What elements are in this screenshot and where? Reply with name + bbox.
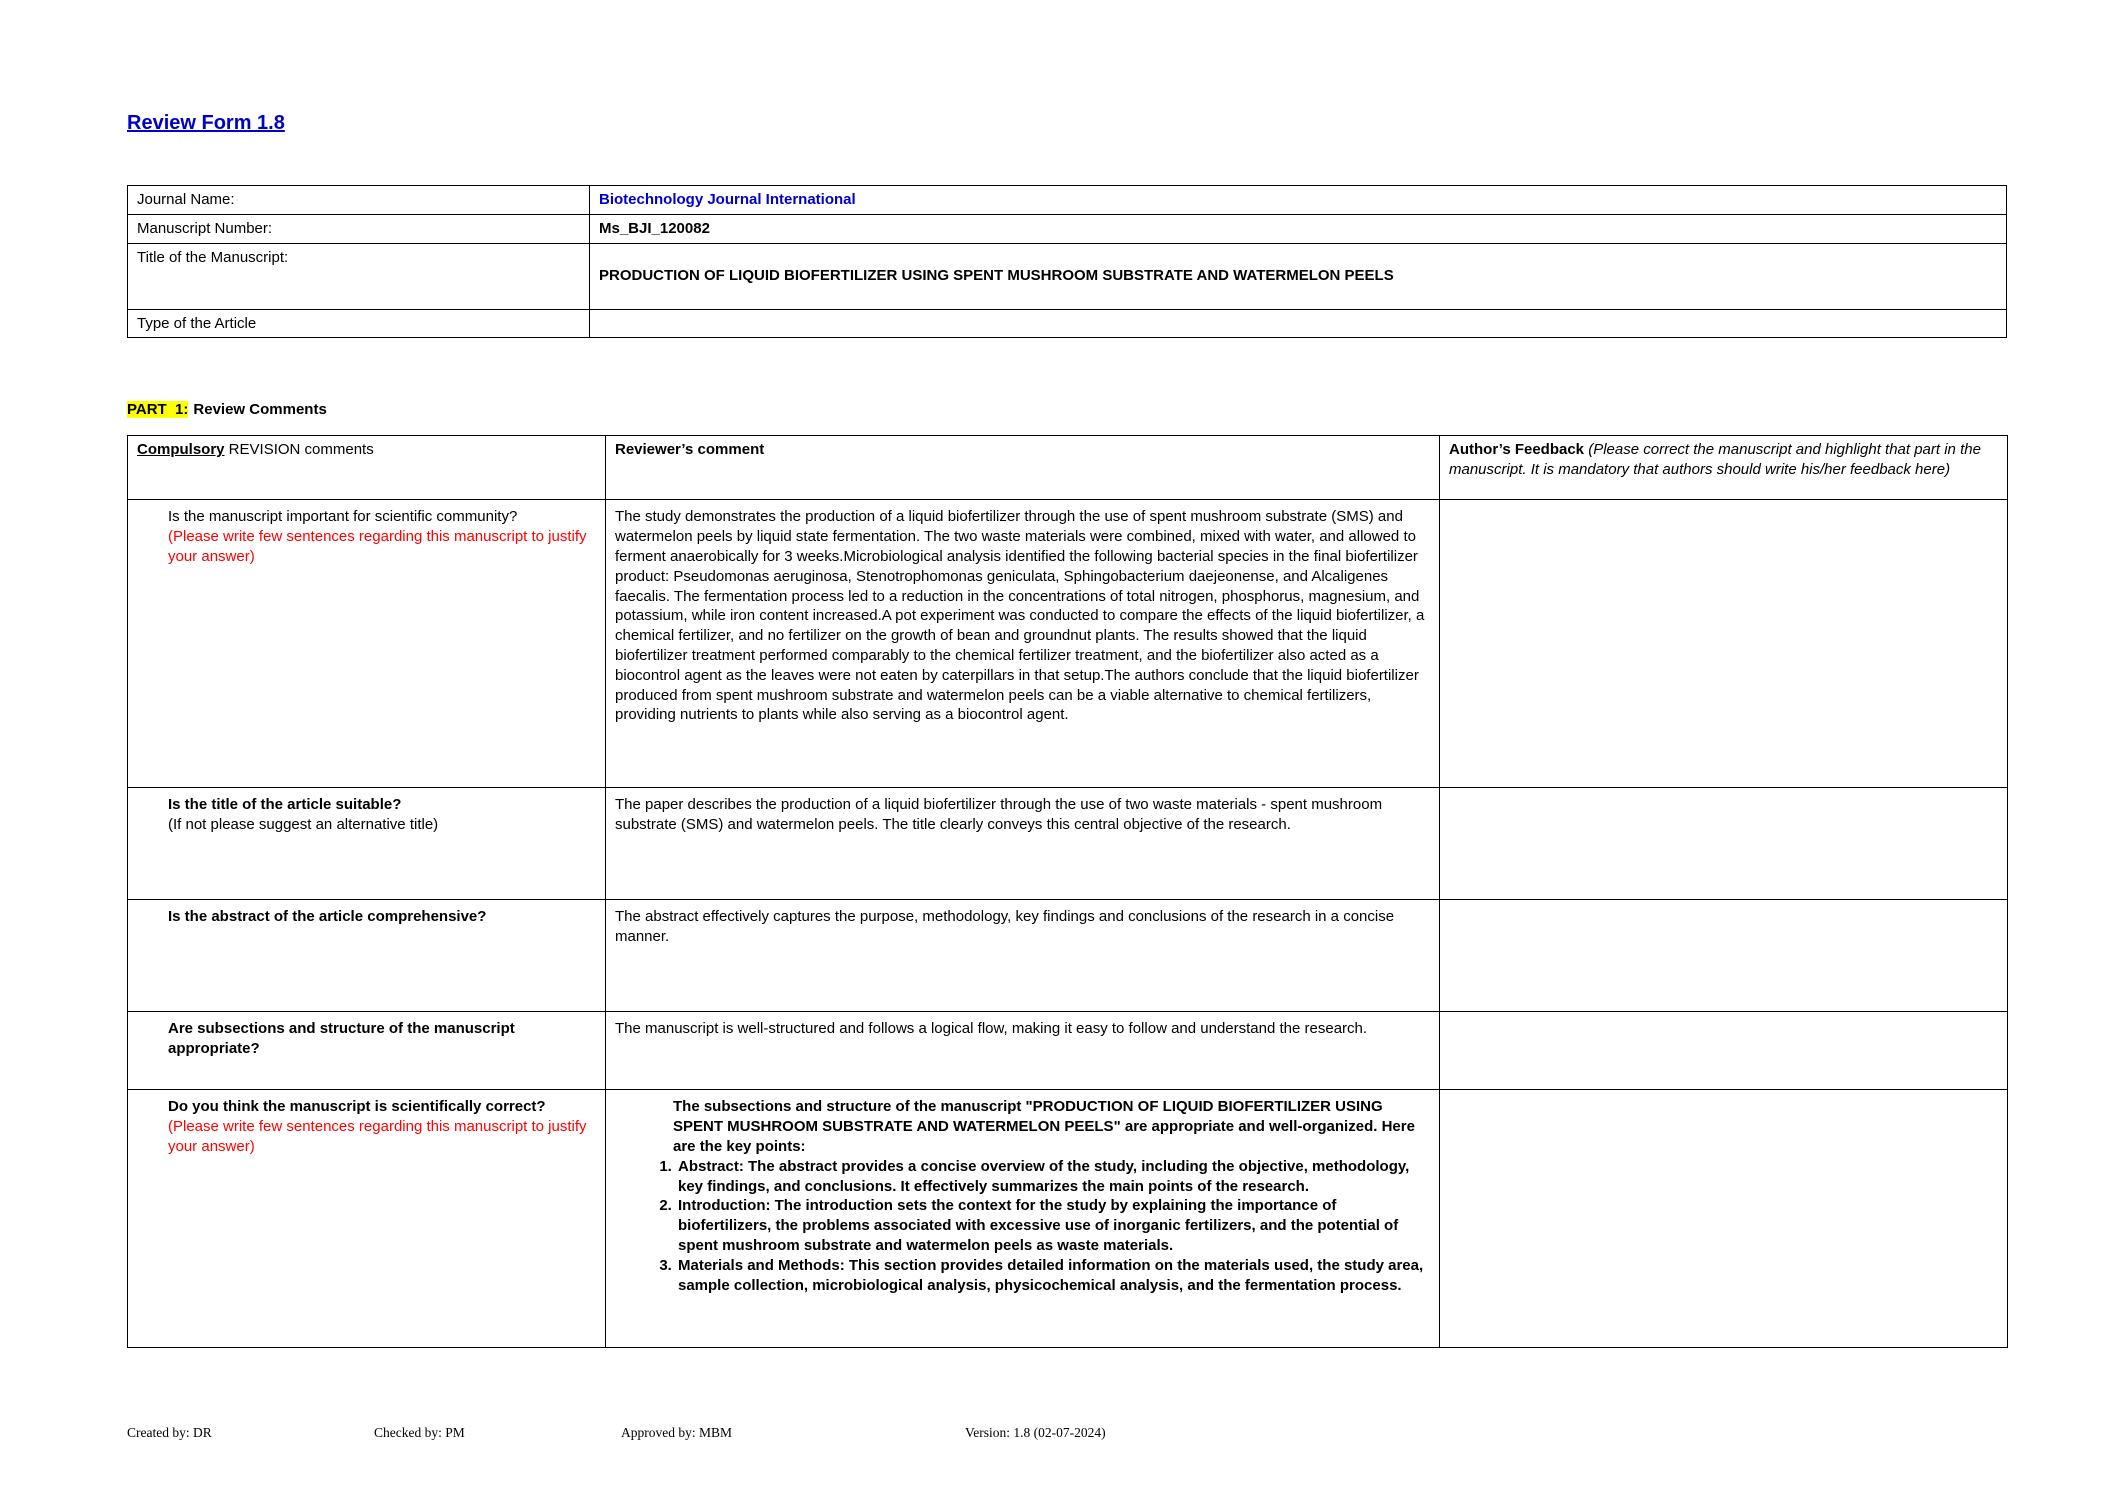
- manuscript-info-table: [127, 185, 2007, 338]
- footer-created-by: Created by: DR: [127, 1425, 212, 1440]
- journal-name-row: [128, 186, 2007, 215]
- compulsory-revision-header: [128, 436, 606, 500]
- author-feedback-cell[interactable]: [1440, 788, 2008, 900]
- author-feedback-cell[interactable]: [1440, 900, 2008, 1012]
- question-cell: [128, 1012, 606, 1090]
- question-text: Are subsections and structure of the manuscript appropriate?: [168, 1020, 515, 1058]
- author-feedback-label: Author’s Feedback: [1449, 441, 1589, 459]
- question-text: Is the abstract of the article comprehensive?: [168, 908, 487, 926]
- author-feedback-instructions: (Please correct the manuscript and highlight that part in the manuscript. It is mandatory that authors should write his/her feedback here): [1449, 441, 1981, 479]
- manuscript-number-value: Ms_BJI_120082: [590, 214, 2007, 243]
- question-cell: [128, 500, 606, 788]
- reviewer-comment-header: Reviewer’s comment: [606, 436, 1440, 500]
- list-item: 2. Introduction: The introduction sets the context for the study by explaining the importance of biofertilizers, the problems associated with excessive use of inorganic fertilizers, and the potential of spent mushroom substrate and watermelon peels as waste materials.: [676, 1196, 1430, 1255]
- question-cell: [128, 900, 606, 1012]
- author-feedback-cell[interactable]: [1440, 1012, 2008, 1090]
- question-note: (Please write few sentences regarding this manuscript to justify your answer): [168, 1118, 587, 1155]
- question-text: Do you think the manuscript is scientifically correct?: [168, 1098, 546, 1116]
- journal-name-value: Biotechnology Journal International: [590, 186, 2007, 215]
- footer-version: Version: 1.8 (02-07-2024): [965, 1425, 1106, 1440]
- part1-title: Review Comments: [193, 401, 327, 419]
- question-note: (If not please suggest an alternative title): [168, 816, 439, 834]
- reviewer-comment-text: The abstract effectively captures the purpose, methodology, key findings and conclusions of the research in a concise manner.: [606, 900, 1440, 1012]
- reviewer-comment-intro: The subsections and structure of the manuscript "PRODUCTION OF LIQUID BIOFERTILIZER USING SPENT MUSHROOM SUBSTRATE AND WATERMELON PEELS" are appropriate and well-organized. Here are the key points:: [673, 1098, 1415, 1155]
- compulsory-label: Compulsory: [137, 441, 225, 459]
- footer-approved-by: Approved by: MBM: [621, 1425, 732, 1440]
- reviewer-comment-text: The paper describes the production of a liquid biofertilizer through the use of two waste materials - spent mushroom substrate (SMS) and watermelon peels. The title clearly conveys this central objective of the research.: [606, 788, 1440, 900]
- author-feedback-cell[interactable]: [1440, 1090, 2008, 1348]
- review-row-abstract: [128, 900, 2008, 1012]
- author-feedback-header: [1440, 436, 2008, 500]
- reviewer-comment-list: [649, 1157, 1430, 1296]
- review-row-scientific-correctness: [128, 1090, 2008, 1348]
- article-type-row: [128, 309, 2007, 338]
- manuscript-title-label: Title of the Manuscript:: [128, 243, 590, 309]
- revision-comments-label: REVISION comments: [224, 441, 374, 459]
- question-text: Is the manuscript important for scientific community?: [168, 508, 518, 526]
- article-type-value: [590, 309, 2007, 338]
- list-item: 3. Materials and Methods: This section provides detailed information on the materials used, the study area, sample collection, microbiological analysis, physicochemical analysis, and the fermentation process.: [676, 1256, 1430, 1296]
- question-cell: [128, 1090, 606, 1348]
- manuscript-title-value: PRODUCTION OF LIQUID BIOFERTILIZER USING SPENT MUSHROOM SUBSTRATE AND WATERMELON PEELS: [590, 243, 2007, 309]
- list-item: 1. Abstract: The abstract provides a concise overview of the study, including the objective, methodology, key findings, and conclusions. It effectively summarizes the main points of the research.: [676, 1157, 1430, 1197]
- reviewer-comment-text: The study demonstrates the production of a liquid biofertilizer through the use of spent mushroom substrate (SMS) and watermelon peels by liquid state fermentation. The two waste materials were combined, mixed with water, and allowed to ferment anaerobically for 3 weeks.Microbiological analysis identified the following bacterial species in the final biofertilizer product: Pseudomonas aeruginosa, Stenotrophomonas geniculata, Sphingobacterium daejeonense, and Alcaligenes faecalis. The fermentation process led to a reduction in the concentrations of total nitrogen, phosphorus, magnesium, and potassium, while iron content increased.A pot experiment was conducted to compare the effects of the liquid biofertilizer, a chemical fertilizer, and no fertilizer on the growth of bean and groundnut plants. The results showed that the liquid biofertilizer treatment performed comparably to the chemical fertilizer treatment, and the biofertilizer also acted as a biocontrol agent as the leaves were not eaten by caterpillars in that setup.The authors conclude that the liquid biofertilizer produced from spent mushroom substrate and watermelon peels can be a viable alternative to chemical fertilizers, providing nutrients to plants while also serving as a biocontrol agent.: [606, 500, 1440, 788]
- question-text: Is the title of the article suitable?: [168, 796, 402, 814]
- page-title: Review Form 1.8: [127, 112, 285, 134]
- author-feedback-cell[interactable]: [1440, 500, 2008, 788]
- review-comments-table: [127, 435, 2008, 1348]
- review-row-structure: [128, 1012, 2008, 1090]
- review-row-title-suitable: [128, 788, 2008, 900]
- manuscript-number-label: Manuscript Number:: [128, 214, 590, 243]
- page-footer: [127, 1425, 2007, 1449]
- reviewer-comment-text: [606, 1090, 1440, 1348]
- question-note: (Please write few sentences regarding this manuscript to justify your answer): [168, 528, 587, 565]
- journal-name-label: Journal Name:: [128, 186, 590, 215]
- manuscript-number-row: [128, 214, 2007, 243]
- review-table-header-row: [128, 436, 2008, 500]
- question-cell: [128, 788, 606, 900]
- article-type-label: Type of the Article: [128, 309, 590, 338]
- part1-heading: [127, 401, 2117, 418]
- footer-checked-by: Checked by: PM: [374, 1425, 465, 1440]
- manuscript-title-row: [128, 243, 2007, 309]
- reviewer-comment-text: The manuscript is well-structured and follows a logical flow, making it easy to follow and understand the research.: [606, 1012, 1440, 1090]
- part1-badge: PART 1:: [127, 401, 189, 419]
- review-row-importance: [128, 500, 2008, 788]
